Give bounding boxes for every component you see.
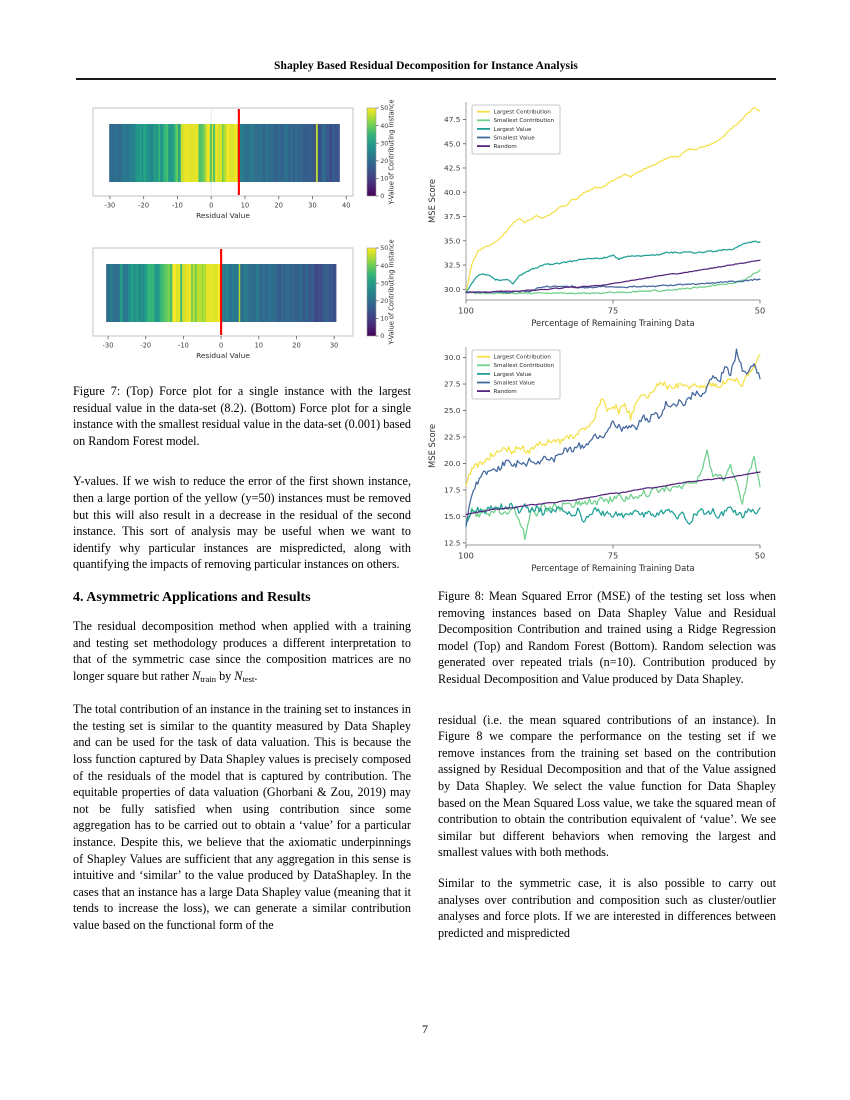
svg-text:30.0: 30.0 [444, 353, 461, 363]
svg-text:Random: Random [493, 389, 517, 395]
left-paragraph-2-mid: by [216, 668, 235, 683]
svg-text:32.5: 32.5 [444, 260, 461, 270]
svg-text:10: 10 [240, 201, 250, 210]
figure7-top-force-plot [75, 96, 415, 231]
svg-text:20.0: 20.0 [444, 459, 461, 469]
svg-text:40.0: 40.0 [444, 187, 461, 197]
svg-text:37.5: 37.5 [444, 212, 461, 222]
svg-text:Percentage of Remaining Traini: Percentage of Remaining Training Data [531, 318, 695, 328]
n-test-subscript: test [242, 673, 255, 684]
svg-text:22.5: 22.5 [444, 432, 461, 442]
svg-text:30: 30 [308, 201, 317, 210]
right-paragraph-1: residual (i.e. the mean squared contributions of an instance). In Figure 8 we compare the performance on the testing set if we remove instances from the training set based on the contribution assigned by Residual Decomposition and that of the Value assigned by Data Shapley. We select the value function for Data Shapley based on the Mean Squared Loss value, we take the squared mean of contribution to obtain the contribution equivalent of ‘value’. We see similar but different behaviors when removing the largest and smallest values with both methods. [438, 712, 776, 860]
svg-text:40: 40 [342, 201, 351, 210]
svg-text:35.0: 35.0 [444, 236, 461, 246]
svg-text:-20: -20 [138, 201, 150, 210]
svg-text:-30: -30 [102, 341, 114, 350]
n-train-subscript: train [200, 673, 217, 684]
svg-text:-30: -30 [104, 201, 116, 210]
svg-text:27.5: 27.5 [444, 379, 461, 389]
svg-text:42.5: 42.5 [444, 163, 461, 173]
left-paragraph-1: Y-values. If we wish to reduce the error of the first shown instance, then a large portion of the yellow (y=50) instances must be removed but this will also result in a decrease in the residual of the second instance. This sort of analysis may be useful when we want to identify why particular instances are mispredicted, along with quantifying the impacts of removing particular instances on others. [73, 474, 411, 572]
svg-text:Y-Value of Contributing Instan: Y-Value of Contributing Instance [387, 99, 396, 205]
svg-text:50: 50 [380, 244, 389, 253]
svg-text:0: 0 [380, 332, 385, 341]
svg-text:75: 75 [607, 550, 619, 561]
svg-text:Largest Contribution: Largest Contribution [493, 354, 551, 361]
svg-text:45.0: 45.0 [444, 139, 461, 149]
svg-text:Largest Contribution: Largest Contribution [493, 109, 551, 116]
svg-text:20: 20 [274, 201, 283, 210]
header-rule [76, 78, 776, 80]
svg-text:20: 20 [292, 341, 301, 350]
svg-text:50: 50 [754, 305, 766, 316]
svg-text:47.5: 47.5 [444, 115, 461, 125]
figure8-bottom-chart [424, 337, 774, 580]
figure8-top-chart [424, 92, 774, 335]
svg-text:Smallest Value: Smallest Value [493, 380, 535, 387]
svg-text:Largest Value: Largest Value [493, 126, 532, 133]
svg-text:Smallest Contribution: Smallest Contribution [493, 363, 555, 370]
svg-text:MSE Score: MSE Score [427, 179, 437, 223]
svg-text:Y-Value of Contributing Instan: Y-Value of Contributing Instance [387, 239, 396, 345]
page-number: 7 [422, 1022, 428, 1036]
svg-text:Smallest Contribution: Smallest Contribution [493, 118, 555, 125]
left-paragraph-3: The total contribution of an instance in the training set to instances in the testing set is similar to the quantity measured by Data Shapley and can be used for the task of data valuation. This is because the loss function captured by Data Shapley values is precisely composed of the residuals of the model that is captured by contribution. The equitable properties of data valuation (Ghorbani & Zou, 2019) may not be fully satisfied when using contribution since some aggregation has to be carried out to obtain a ‘value’ for a particular instance. Despite this, we believe that the axiomatic underpinnings of Shapley Values are sufficient that any aggregation in this sense is intuitive and ‘similar’ to the value produced by DataShapley. In the cases that an instance has a large Data Shapley value (meaning that it tends to increase the loss), we can generate a similar contribution value based on the functional form of the [73, 702, 411, 932]
svg-text:30.0: 30.0 [444, 284, 461, 294]
figure7-caption: Figure 7: (Top) Force plot for a single instance with the largest residual value in the data-set (8.2). (Bottom) Force plot for a single instance with the smallest residual value in the data-set (0.001) based on Random Forest model. [73, 384, 411, 448]
running-head: Shapley Based Residual Decomposition for Instance Analysis [274, 60, 578, 72]
svg-text:0: 0 [209, 201, 214, 210]
svg-text:Residual Value: Residual Value [196, 351, 250, 360]
svg-text:15.0: 15.0 [444, 512, 461, 522]
svg-text:25.0: 25.0 [444, 406, 461, 416]
n-test-symbol: N [234, 668, 243, 683]
figure7-bottom-force-plot [75, 236, 415, 371]
svg-text:10: 10 [254, 341, 263, 350]
n-train-symbol: N [192, 668, 201, 683]
svg-text:Percentage of Remaining Traini: Percentage of Remaining Training Data [531, 563, 695, 573]
svg-text:10: 10 [380, 314, 389, 323]
right-paragraph-2: Similar to the symmetric case, it is also possible to carry out analyses over contribution and composition such as cluster/outlier analyses and force plots. If we are interested in differences between predicted and mispredicted [438, 875, 776, 940]
svg-text:30: 30 [329, 341, 339, 350]
section-heading-4: 4. Asymmetric Applications and Results [73, 589, 311, 605]
svg-text:50: 50 [754, 550, 766, 561]
svg-text:10: 10 [380, 174, 389, 183]
svg-text:0: 0 [219, 341, 224, 350]
svg-text:100: 100 [458, 305, 474, 316]
left-paragraph-2 [73, 618, 411, 687]
svg-text:17.5: 17.5 [444, 485, 461, 495]
svg-text:20: 20 [380, 297, 389, 305]
svg-text:MSE Score: MSE Score [427, 424, 437, 468]
left-paragraph-2-a: The residual decomposition method when applied with a training and testing set methodology produces a different interpretation to that of the symmetric case since the composition matrices are no longer square but rather [73, 618, 411, 683]
svg-text:40: 40 [380, 121, 389, 130]
left-column [73, 383, 411, 948]
svg-text:Residual Value: Residual Value [196, 211, 250, 220]
svg-text:50: 50 [380, 104, 389, 113]
svg-text:Random: Random [493, 144, 517, 150]
svg-text:-10: -10 [178, 341, 189, 350]
svg-text:12.5: 12.5 [444, 538, 461, 548]
svg-text:Largest Value: Largest Value [493, 371, 532, 378]
svg-text:-20: -20 [140, 341, 152, 350]
svg-text:100: 100 [458, 550, 474, 561]
right-column [438, 588, 776, 955]
svg-text:Smallest Value: Smallest Value [493, 135, 535, 142]
svg-text:30: 30 [380, 279, 389, 288]
left-paragraph-2-end: . [254, 668, 258, 683]
figure8-caption: Figure 8: Mean Squared Error (MSE) of the testing set loss when removing instances based on Data Shapley Value and Residual Decomposition Contribution and trained using a Ridge Regression model (Top) and Random Forest (Bottom). Random selection was generated over repeated trials (n=10). Contribution produced by Residual Decomposition and Value produced by Data Shapley. [438, 589, 776, 686]
svg-text:20: 20 [380, 157, 389, 165]
svg-text:0: 0 [380, 192, 385, 201]
svg-text:-10: -10 [172, 201, 183, 210]
svg-text:40: 40 [380, 261, 389, 270]
svg-text:75: 75 [607, 305, 619, 316]
svg-text:30: 30 [380, 139, 389, 148]
